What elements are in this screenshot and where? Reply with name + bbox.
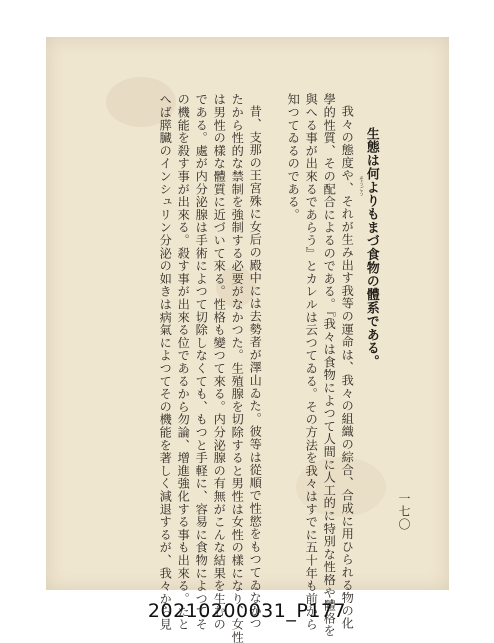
image-caption: 20210200031_P177 xyxy=(147,600,347,622)
paragraph-line: 昔、支那の王宮殊に女后の殿中には去勢者が澤山ゐた。彼等は從順で性慾をもつてゐなかつ xyxy=(248,105,263,630)
paragraph-line: 與へる事が出來るであらう』とカレルは云つてゐる。その方法を我々はすでに五十年も前から xyxy=(304,93,319,631)
page-number: 一七〇 xyxy=(397,492,411,531)
paragraph-line: 知つてゐるのである。 xyxy=(286,93,301,221)
paragraph-line: たから性的な禁制を強制する必要がなかつた。生殖腺を切除すると男性は女性の樣になり、女性 xyxy=(230,93,245,643)
paragraph-line: は男性の樣な體質に近づいて來る。性格も變つて來る。内分泌腺の有無がこんな結果を生むの xyxy=(212,93,227,631)
ruby-annotation: そうごう xyxy=(358,176,364,196)
paragraph-line: 我々の態度や、それが生み出す我等の運命は、我々の組織の綜合、合成に用ひられる物の化 xyxy=(340,105,355,630)
section-title: 生態は何よりもまづ食物の體系である。 xyxy=(363,127,379,369)
paragraph-line: である。處が内分泌腺は手術によつて切除しなくても、もつと手軽に、容易に食物によつてそ xyxy=(194,93,209,631)
paragraph-line: へば膵臓のインシュリン分泌の如きは病氣によつてその機能を著しく減退するが、我々から見 xyxy=(158,93,173,631)
paragraph-line: 學的性質、その配合によるのである。『我々は食物によつて人間に人工的に特別な性格や體格を xyxy=(322,93,337,638)
paragraph-line: の機能を殺す事が出來る。殺す事が出來る位であるから勿論、增進強化する事も出來る。たと xyxy=(176,93,191,631)
